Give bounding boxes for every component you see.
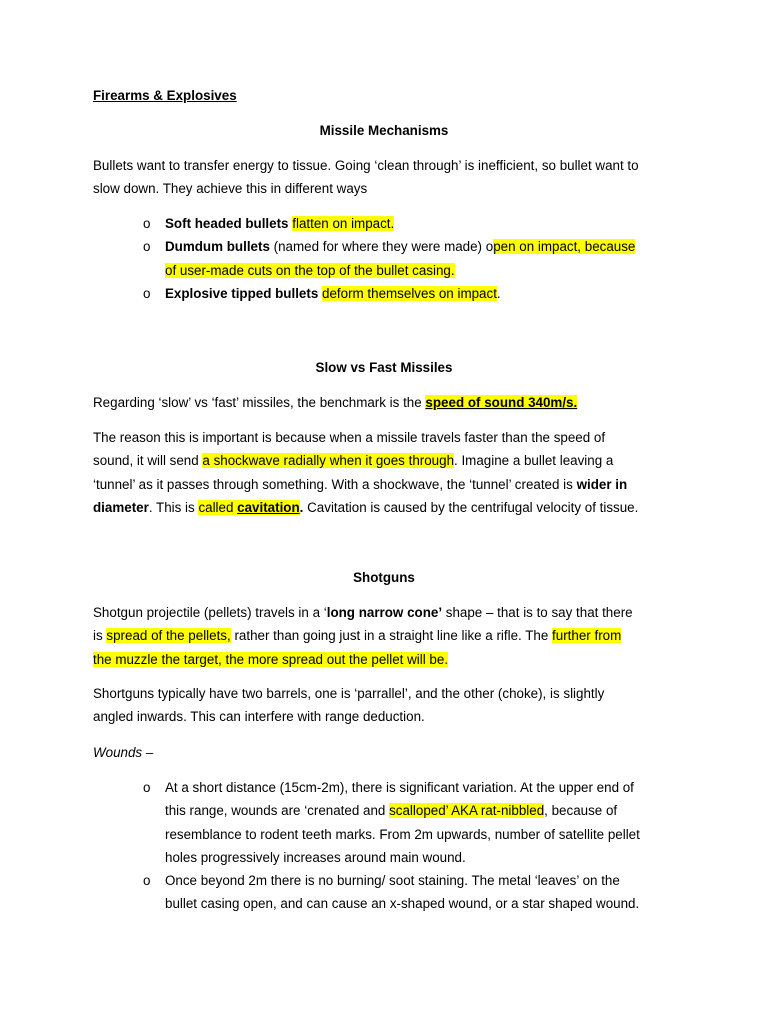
bullet-marker: o [143,285,151,301]
bullet-marker: o [143,239,151,255]
bullet-marker: o [143,780,151,795]
document-title: Firearms & Explosives [93,88,237,103]
list-wounds [93,776,683,916]
bullet-marker: o [143,873,151,889]
bullet-marker: o [143,216,151,231]
paragraph-benchmark: Regarding ‘slow’ vs ‘fast’ missiles, the benchmark is the speed of sound 340m/s. [93,395,578,410]
list-bullet-types [93,212,683,305]
paragraph-cavitation: The reason this is important is because when a missile travels faster than the speed of sound, it will send a shockwave radially when it goes through. Imagine a bullet leaving a ‘tunnel’ as it passes through something. With a shockwave, the ‘tunnel’ created is wider in diameter. This is called cavitation. Cavitation is caused by the centrifugal velocity of tissue. [93,430,639,515]
paragraph-intro: Bullets want to transfer energy to tissue. Going ‘clean through’ is inefficient, so bullet want to slow down. They achieve this in different ways [93,158,639,197]
heading-missile-mechanisms: Missile Mechanisms [319,123,449,138]
wounds-label: Wounds – [93,745,154,760]
list-item: o Explosive tipped bullets deform themselves on impact. [93,282,683,305]
list-item: o Soft headed bullets flatten on impact. [93,212,683,235]
heading-shotguns: Shotguns [353,570,415,585]
heading-slow-vs-fast: Slow vs Fast Missiles [315,360,453,375]
list-item: o Dumdum bullets (named for where they were made) open on impact, because of user-made cuts on the top of the bullet casing. [93,235,683,282]
list-item: o Once beyond 2m there is no burning/ soot staining. The metal ‘leaves’ on the bullet casing open, and can cause an x-shaped wound, or a star shaped wound. [93,869,683,916]
paragraph-barrels: Shortguns typically have two barrels, one is ‘parrallel’, and the other (choke), is slightly angled inwards. This can interfere with range deduction. [93,686,605,725]
paragraph-shotgun-cone: Shotgun projectile (pellets) travels in a ‘long narrow cone’ shape – that is to say that there is spread of the pellets, rather than going just in a straight line like a rifle. The further from the muzzle the target, the more spread out the pellet will be. [93,605,633,667]
list-item: o At a short distance (15cm-2m), there is significant variation. At the upper end of this range, wounds are ‘crenated and scalloped’ AKA rat-nibbled, because of resemblance to rodent teeth marks. From 2m upwards, number of satellite pellet holes progressively increases around main wound. [93,776,683,869]
